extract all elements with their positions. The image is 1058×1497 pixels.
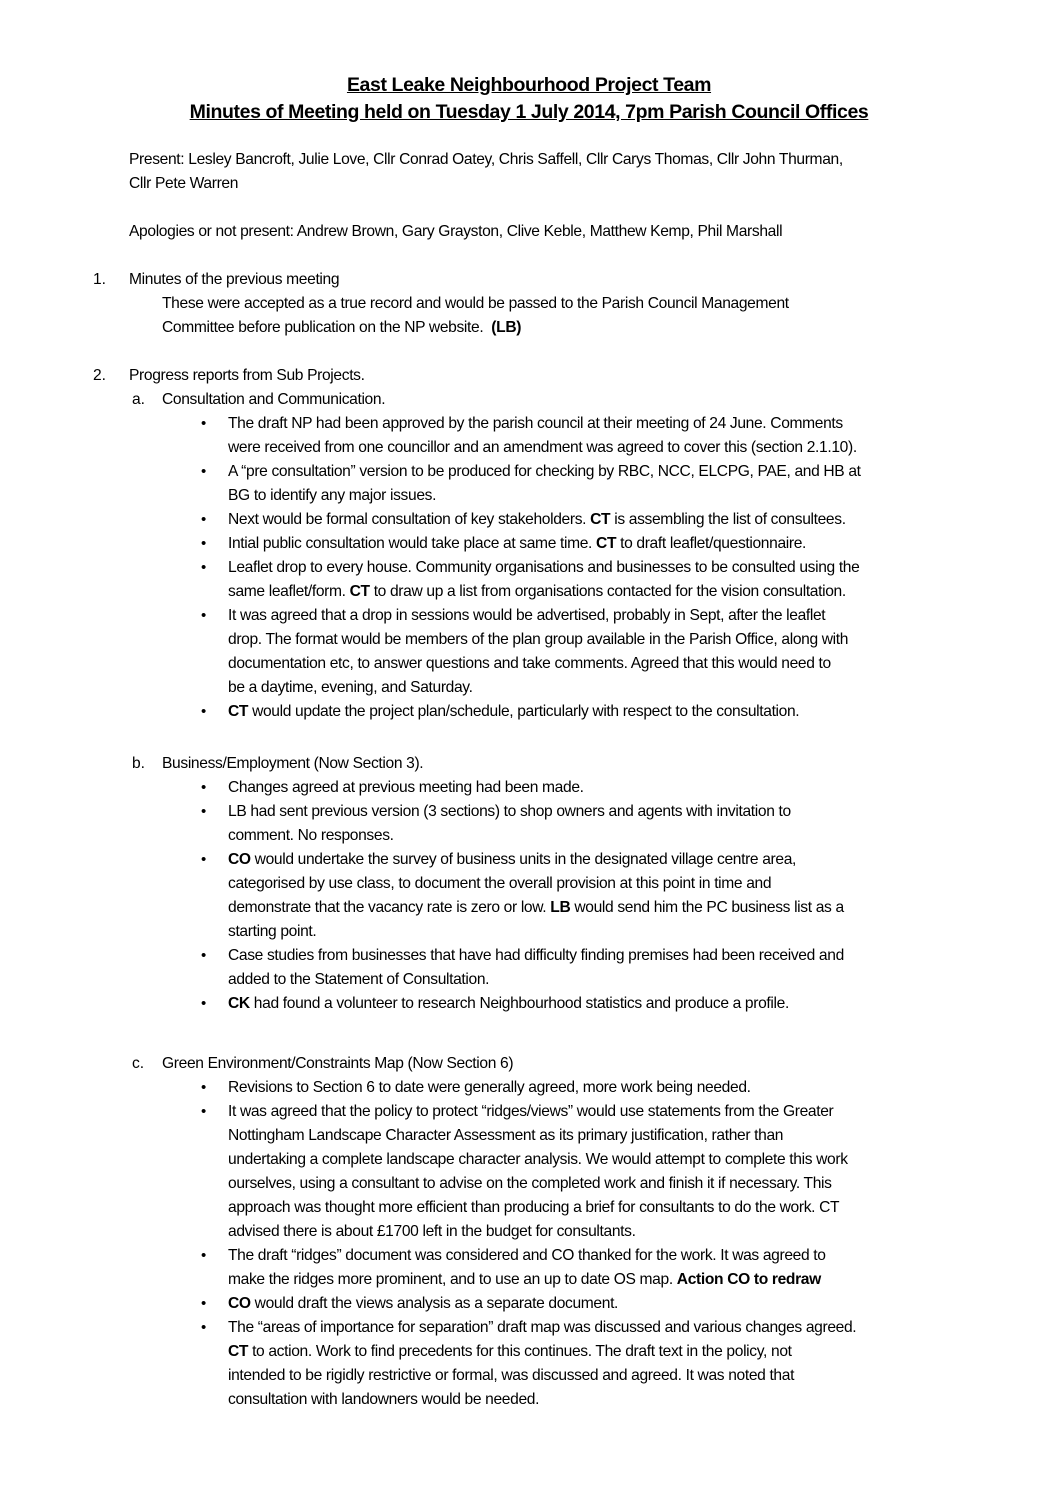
- item-number: 2.: [93, 367, 107, 384]
- line-text: It was agreed that a drop in sessions would be advertised, probably in Sept, after the leaflet: [228, 607, 826, 624]
- bullet-icon: •: [201, 511, 207, 528]
- item-heading: Progress reports from Sub Projects.: [129, 367, 365, 384]
- bullet-icon: •: [201, 1247, 207, 1264]
- subsection-heading: Green Environment/Constraints Map (Now Section 6): [162, 1055, 514, 1072]
- line-text: had found a volunteer to research Neighbourhood statistics and produce a profile.: [249, 995, 789, 1012]
- document-title: East Leake Neighbourhood Project Team: [346, 74, 712, 96]
- line-text: Changes agreed at previous meeting had been made.: [228, 779, 584, 796]
- line-text: consultation with landowners would be needed.: [228, 1391, 540, 1408]
- bullet-text-line: [228, 992, 789, 1016]
- line-text: Revisions to Section 6 to date were generally agreed, more work being needed.: [228, 1079, 751, 1096]
- line-text: would draft the views analysis as a separate document.: [250, 1295, 619, 1312]
- line-text: Nottingham Landscape Character Assessment as its primary justification, rather than: [228, 1127, 784, 1144]
- item-body-line: [162, 316, 521, 340]
- action-owner: CO: [228, 851, 251, 868]
- line-text: demonstrate that the vacancy rate is zero or low.: [228, 899, 551, 916]
- line-text: to draw up a list from organisations contacted for the vision consultation.: [369, 583, 846, 600]
- line-text: ourselves, using a consultant to advise on the completed work and finish it if necessary. This: [228, 1175, 832, 1192]
- action-owner: CT: [590, 511, 611, 528]
- apologies-line: Apologies or not present: Andrew Brown, Gary Grayston, Clive Keble, Matthew Kemp, Phil Marshall: [129, 223, 783, 240]
- line-text: BG to identify any major issues.: [228, 487, 437, 504]
- bullet-text-line: [228, 1388, 539, 1412]
- line-text: documentation etc, to answer questions and take comments. Agreed that this would need to: [228, 655, 831, 672]
- bullet-text-line: [228, 776, 584, 800]
- bullet-icon: •: [201, 415, 207, 432]
- action-owner: LB: [550, 899, 571, 916]
- bullet-text-line: [228, 824, 394, 848]
- subsection-letter: b.: [132, 755, 146, 772]
- bullet-text-line: [228, 848, 796, 872]
- bullet-text-line: [228, 484, 436, 508]
- bullet-text-line: [228, 580, 846, 604]
- bullet-text-line: [228, 604, 825, 628]
- item-heading: Minutes of the previous meeting: [129, 271, 340, 288]
- bullet-text-line: [228, 1364, 794, 1388]
- line-text: starting point.: [228, 923, 317, 940]
- line-text: would update the project plan/schedule, particularly with respect to the consultation.: [248, 703, 800, 720]
- present-line-2: Cllr Pete Warren: [129, 175, 239, 192]
- bullet-text-line: [228, 1244, 826, 1268]
- bullet-text-line: [228, 1124, 783, 1148]
- line-text: be a daytime, evening, and Saturday.: [228, 679, 473, 696]
- line-text: would undertake the survey of business units in the designated village centre area,: [250, 851, 797, 868]
- action-owner: CT: [596, 535, 617, 552]
- action-owner: (LB): [491, 319, 522, 336]
- line-text: categorised by use class, to document the overall provision at this point in time and: [228, 875, 772, 892]
- bullet-text-line: [228, 412, 843, 436]
- line-text: drop. The format would be members of the plan group available in the Parish Office, along with: [228, 631, 849, 648]
- line-text: would send him the PC business list as a: [570, 899, 844, 916]
- line-text: Leaflet drop to every house. Community organisations and businesses to be consulted using the: [228, 559, 860, 576]
- bullet-text-line: [228, 460, 861, 484]
- line-text: comment. No responses.: [228, 827, 394, 844]
- line-text: LB had sent previous version (3 sections) to shop owners and agents with invitation to: [228, 803, 791, 820]
- line-text: make the ridges more prominent, and to use an up to date OS map.: [228, 1271, 677, 1288]
- line-text: A “pre consultation” version to be produced for checking by RBC, NCC, ELCPG, PAE, and HB at: [228, 463, 861, 480]
- bullet-icon: •: [201, 779, 207, 796]
- bullet-text-line: [228, 1148, 848, 1172]
- present-line-1: Present: Lesley Bancroft, Julie Love, Cllr Conrad Oatey, Chris Saffell, Cllr Carys Thomas, Cllr John Thurman,: [129, 151, 843, 168]
- line-text: intended to be rigidly restrictive or formal, was discussed and agreed. It was noted that: [228, 1367, 795, 1384]
- line-text: The draft NP had been approved by the parish council at their meeting of 24 June. Comments: [228, 415, 843, 432]
- line-text: The draft “ridges” document was considered and CO thanked for the work. It was agreed to: [228, 1247, 826, 1264]
- bullet-icon: •: [201, 995, 207, 1012]
- bullet-text-line: [228, 1220, 636, 1244]
- line-text: undertaking a complete landscape character analysis. We would attempt to complete this work: [228, 1151, 848, 1168]
- subsection-letter: c.: [132, 1055, 145, 1072]
- item-number: 1.: [93, 271, 107, 288]
- line-text: were received from one councillor and an amendment was agreed to cover this (section 2.1.10).: [228, 439, 857, 456]
- line-text: It was agreed that the policy to protect “ridges/views” would use statements from the Greater: [228, 1103, 834, 1120]
- subsection-heading: Consultation and Communication.: [162, 391, 386, 408]
- bullet-text-line: [228, 872, 771, 896]
- line-text: to draft leaflet/questionnaire.: [616, 535, 807, 552]
- bullet-text-line: [228, 700, 799, 724]
- line-text: is assembling the list of consultees.: [610, 511, 846, 528]
- bullet-text-line: [228, 652, 831, 676]
- bullet-icon: •: [201, 463, 207, 480]
- bullet-text-line: [228, 628, 848, 652]
- bullet-text-line: [228, 920, 316, 944]
- bullet-icon: •: [201, 803, 207, 820]
- bullet-text-line: [228, 1292, 618, 1316]
- action-owner: CO: [228, 1295, 251, 1312]
- bullet-text-line: [228, 676, 473, 700]
- bullet-icon: •: [201, 1295, 207, 1312]
- item-body-text: Committee before publication on the NP website.: [162, 319, 484, 336]
- line-text: Case studies from businesses that have had difficulty finding premises had been received and: [228, 947, 844, 964]
- bullet-icon: •: [201, 1079, 207, 1096]
- bullet-icon: •: [201, 607, 207, 624]
- bullet-icon: •: [201, 703, 207, 720]
- bullet-text-line: [228, 556, 859, 580]
- document-subtitle: Minutes of Meeting held on Tuesday 1 July 2014, 7pm Parish Council Offices: [189, 101, 869, 123]
- bullet-text-line: [228, 944, 844, 968]
- bullet-text-line: [228, 968, 489, 992]
- subsection-heading: Business/Employment (Now Section 3).: [162, 755, 424, 772]
- line-text: Intial public consultation would take place at same time.: [228, 535, 597, 552]
- bullet-text-line: [228, 1268, 821, 1292]
- bullet-icon: •: [201, 535, 207, 552]
- bullet-icon: •: [201, 851, 207, 868]
- bullet-icon: •: [201, 559, 207, 576]
- bullet-text-line: [228, 508, 846, 532]
- action-owner: CT: [228, 1343, 249, 1360]
- bullet-text-line: [228, 436, 857, 460]
- bullet-text-line: [228, 1076, 751, 1100]
- bullet-text-line: [228, 1172, 832, 1196]
- subsection-letter: a.: [132, 391, 146, 408]
- bullet-text-line: [228, 896, 844, 920]
- bullet-icon: •: [201, 1319, 207, 1336]
- bullet-text-line: [228, 800, 791, 824]
- bullet-text-line: [228, 1100, 833, 1124]
- action-owner: CK: [228, 995, 250, 1012]
- line-text: approach was thought more efficient than producing a brief for consultants to do the work. CT: [228, 1199, 840, 1216]
- line-text: The “areas of importance for separation” draft map was discussed and various changes agreed.: [228, 1319, 857, 1336]
- action-owner: CT: [228, 703, 249, 720]
- line-text: Next would be formal consultation of key stakeholders.: [228, 511, 591, 528]
- bullet-icon: •: [201, 947, 207, 964]
- line-text: to action. Work to find precedents for this continues. The draft text in the policy, not: [248, 1343, 792, 1360]
- action-owner: CT: [349, 583, 370, 600]
- line-text: added to the Statement of Consultation.: [228, 971, 490, 988]
- line-text: same leaflet/form.: [228, 583, 350, 600]
- bullet-text-line: [228, 1196, 839, 1220]
- bullet-icon: •: [201, 1103, 207, 1120]
- bullet-text-line: [228, 1316, 856, 1340]
- line-text: advised there is about £1700 left in the budget for consultants.: [228, 1223, 636, 1240]
- action-owner: Action CO to redraw: [676, 1271, 821, 1288]
- bullet-text-line: [228, 1340, 792, 1364]
- bullet-text-line: [228, 532, 806, 556]
- item-body-line: These were accepted as a true record and would be passed to the Parish Council Management: [162, 295, 789, 312]
